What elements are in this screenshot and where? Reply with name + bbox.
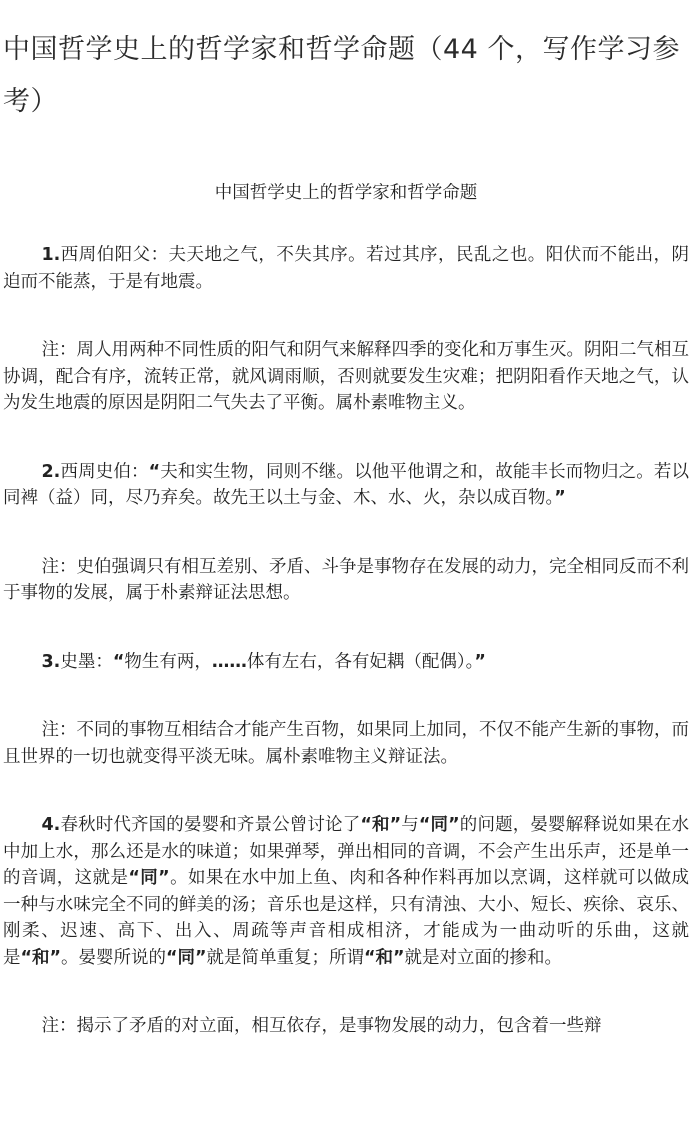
section-number: 1.	[41, 245, 61, 265]
section-number: 2.	[41, 461, 61, 482]
quote-close: ”	[554, 488, 566, 508]
quote-open: “	[112, 651, 125, 672]
term-he: “和”	[364, 947, 405, 968]
section-text: 就是简单重复；所谓	[206, 947, 365, 968]
term-tong: “同”	[166, 947, 207, 968]
section-quote: 夫和实生物，同则不继。以他平他谓之和，故能丰长而物归之。若以同裨（益）同，尽乃弃矣。故先王以土与金、木、水、火，杂以成百物。	[3, 461, 690, 508]
section-text: 史墨：	[60, 651, 113, 672]
section-text: 。如果在水中加上鱼、肉和各种作料再加以烹调，这样就可以做成一种与水味完全不同的鲜美的汤；音乐也是这样，只有清浊、大小、短长、疾徐、哀乐、刚柔、迟速、高下、出入、周疏等声音相成相济，才能成为一曲动听的乐曲，这就是	[3, 868, 690, 968]
note-3: 注：不同的事物互相结合才能产生百物，如果同上加同，不仅不能产生新的事物，而且世界的一切也就变得平淡无味。属朴素唯物主义辩证法。	[3, 720, 689, 767]
quote-open: “	[148, 461, 161, 482]
note-4: 注：揭示了矛盾的对立面，相互依存，是事物发展的动力，包含着一些辩	[41, 1016, 602, 1036]
section-2	[3, 459, 689, 512]
article-subtitle: 中国哲学史上的哲学家和哲学命题	[214, 183, 478, 203]
term-he: “和”	[20, 947, 62, 968]
article-title: 中国哲学史上的哲学家和哲学命题（44 个，写作学习参考）	[3, 34, 680, 117]
section-text: 西周史伯：	[60, 461, 149, 482]
section-text: 与	[401, 815, 419, 835]
section-quote: 物生有两，	[124, 651, 212, 672]
section-1	[3, 242, 689, 295]
section-number: 3.	[41, 651, 61, 672]
section-4	[3, 812, 689, 971]
quote-close: ”	[474, 651, 486, 672]
section-text: 的问题，晏婴解释说如果在水中加上水，那么还是水的味道；如果弹琴，弹出相同的音调，不会产生出乐声，还是单一的音调，这就是	[3, 815, 689, 888]
term-tong: “同”	[128, 868, 170, 888]
article	[0, 24, 693, 1040]
section-text: 。晏婴所说的	[61, 947, 167, 968]
section-quote-cont: 体有左右，各有妃耦（配偶）。	[246, 651, 475, 672]
term-tong: “同”	[418, 815, 460, 835]
section-text: 春秋时代齐国的晏婴和齐景公曾讨论了	[60, 815, 361, 835]
ellipsis: ……	[211, 651, 247, 672]
section-text: 西周伯阳父：夫天地之气，不失其序。若过其序，民乱之也。阳伏而不能出，阴迫而不能蒸，于是有地震。	[3, 245, 689, 292]
note-1: 注：周人用两种不同性质的阳气和阴气来解释四季的变化和万事生灭。阴阳二气相互协调，配合有序，流转正常，就风调雨顺，否则就要发生灾难；把阴阳看作天地之气，认为发生地震的原因是阴阳二气失去了平衡。属朴素唯物主义。	[3, 340, 689, 413]
section-text: 就是对立面的掺和。	[404, 947, 563, 968]
section-3	[3, 649, 689, 676]
section-number: 4.	[41, 815, 61, 835]
term-he: “和”	[360, 815, 402, 835]
note-2: 注：史伯强调只有相互差别、矛盾、斗争是事物存在发展的动力，完全相同反而不利于事物的发展，属于朴素辩证法思想。	[3, 556, 689, 603]
